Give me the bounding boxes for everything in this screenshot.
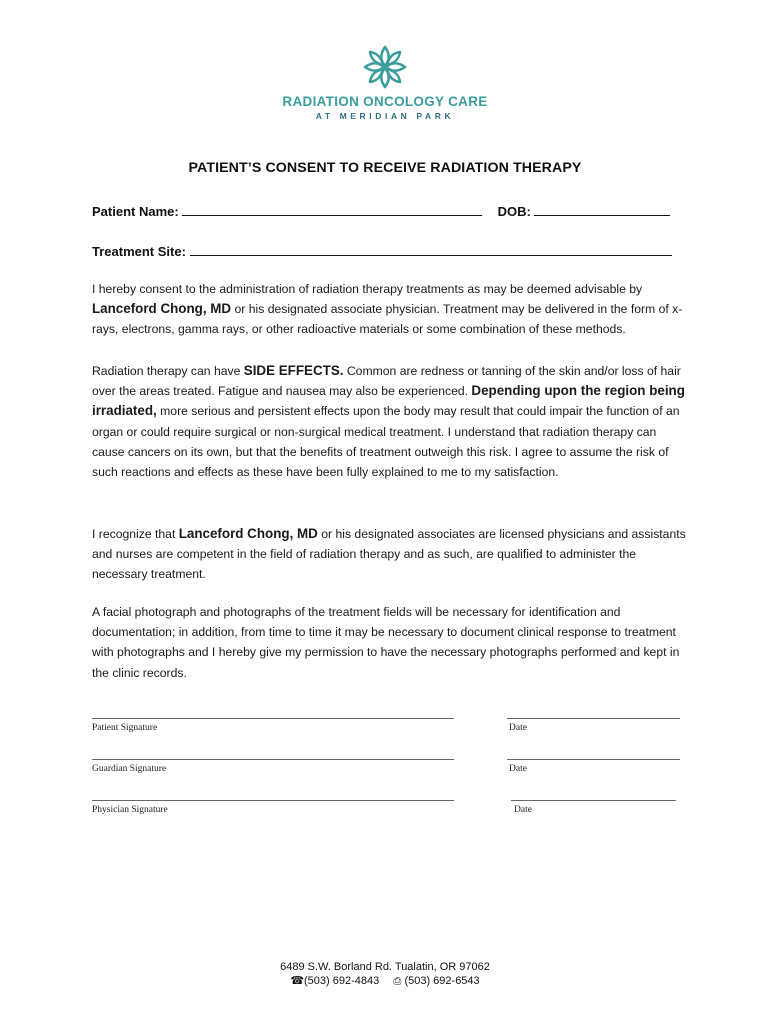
physician-date-line[interactable] xyxy=(511,800,676,801)
contact-row xyxy=(0,974,770,989)
clinic-footer xyxy=(0,960,770,989)
patient-name-field[interactable] xyxy=(182,203,482,216)
clinic-subtitle: AT MERIDIAN PARK xyxy=(315,111,455,121)
treatment-site-label: Treatment Site: xyxy=(92,244,186,259)
physician-signature-line[interactable] xyxy=(92,800,454,801)
photograph-paragraph: A facial photograph and photographs of the treatment fields will be necessary for identification and documentation; in addition, from time to time it may be necessary to document clinical response to treatment with photographs and I hereby give my permission to have the necessary photographs performed and kept in the clinic records. xyxy=(92,605,680,680)
patient-signature-label: Patient Signature xyxy=(92,723,158,733)
dob-label: DOB: xyxy=(497,204,531,219)
lotus-logo-icon xyxy=(362,44,408,90)
p3-doctor-name: Lanceford Chong, MD xyxy=(178,526,318,541)
side-effects-heading: SIDE EFFECTS. xyxy=(243,363,344,378)
physicians-paragraph xyxy=(92,524,692,585)
p2-text-b: Common are redness or tanning of the skin and/or loss of hair over the areas treated. Fatigue and nausea may also be experienced. xyxy=(92,364,681,399)
depending-region-text: Depending upon the region being irradiated, xyxy=(92,383,685,419)
guardian-date-label: Date xyxy=(509,764,527,774)
clinic-logo xyxy=(0,44,770,121)
clinic-address: 6489 S.W. Borland Rd. Tualatin, OR 97062 xyxy=(280,961,490,973)
consent-paragraph-1 xyxy=(92,279,692,340)
clinic-name: RADIATION ONCOLOGY CARE xyxy=(282,94,488,109)
guardian-date-line[interactable] xyxy=(507,759,680,760)
guardian-signature-label: Guardian Signature xyxy=(92,764,167,774)
p2-text-a: Radiation therapy can have xyxy=(92,364,241,378)
fax-number: (503) 692-6543 xyxy=(404,975,480,987)
treatment-site-row xyxy=(92,243,672,259)
p3-text-b: or his designated associates are licensed physicians and assistants and nurses are competent in the field of radiation therapy and as such, are qualified to administer the necessary treatment. xyxy=(92,527,686,582)
patient-signature-line[interactable] xyxy=(92,718,454,719)
dob-field[interactable] xyxy=(534,203,670,216)
physician-date-label: Date xyxy=(514,805,532,815)
document-title: PATIENT’S CONSENT TO RECEIVE RADIATION THERAPY xyxy=(188,160,582,176)
side-effects-paragraph xyxy=(92,361,692,482)
fax-icon: ⎙ xyxy=(393,976,402,987)
p1-text-a: I hereby consent to the administration of radiation therapy treatments as may be deemed advisable by xyxy=(92,282,643,296)
physician-signature-label: Physician Signature xyxy=(92,805,168,815)
p2-text-c: more serious and persistent effects upon the body may result that could impair the function of an organ or could require surgical or non-surgical medical treatment. I understand that radiation therapy can cause cancers on its own, but that the benefits of treatment outweigh this risk. I agree to assume the risk of such reactions and effects as these have been fully explained to me to my satisfaction. xyxy=(92,404,680,480)
p3-text-a: I recognize that xyxy=(92,527,176,541)
patient-name-label: Patient Name: xyxy=(92,204,179,219)
patient-date-label: Date xyxy=(509,723,527,733)
treatment-site-field[interactable] xyxy=(190,243,672,256)
guardian-signature-line[interactable] xyxy=(92,759,454,760)
phone-icon: ☎ xyxy=(290,975,305,987)
phone-number: (503) 692-4843 xyxy=(304,975,380,987)
p1-text-b: or his designated associate physician. Treatment may be delivered in the form of x-rays, electrons, gamma rays, or other radioactive materials or some combination of these methods. xyxy=(92,302,683,337)
patient-date-line[interactable] xyxy=(507,718,680,719)
p1-doctor-name: Lanceford Chong, MD xyxy=(92,301,232,317)
patient-info-row xyxy=(92,203,670,219)
